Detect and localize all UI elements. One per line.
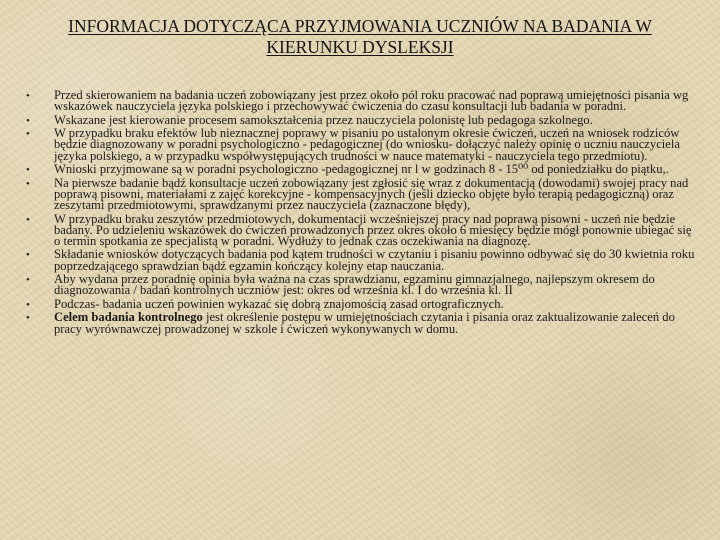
list-item [24,164,700,175]
list-item [24,175,700,213]
page-title: INFORMACJA DOTYCZĄCA PRZYJMOWANIA UCZNIÓW NA BADANIA W KIERUNKU DYSLEKSJI [68,16,652,57]
list-item-text: Przed skierowaniem na badania uczeń zobowiązany jest przez około pól roku pracować nad poprawą umiejętności pisania wg wskazówek nauczyciela języka polskiego i przechowywać ćwiczenia do czasu konsultacji lub badania w poradni. [54,88,689,114]
list-item-text: Aby wydana przez poradnię opinia była ważna na czas sprawdzianu, egzaminu gimnazjalnego, najlepszym okresem do diagnozowania / badań kontrolnych uczniów jest: okres od września kl. I do września kl. II [54,272,655,298]
list-item-text: Wnioski przyjmowane są w poradni psychologiczno -pedagogicznej nr l w godzinach 8 - 15⁰⁰ od poniedziałku do piątku,. [54,162,669,177]
list-item-text: W przypadku braku zeszytów przedmiotowych, dokumentacji wcześniejszej pracy nad poprawą pisowni - uczeń nie będzie badany. Po udzieleniu wskazówek do ćwiczeń prowadzonych przez okres około 6 miesięcy będzie mógł ponownie ubiegać się o termin spotkania ze specjalistą w poradni. Wydłuży to jednak czas oczekiwania na diagnozę. [54,211,692,248]
list-item [24,249,700,271]
list-item-text: W przypadku braku efektów lub nieznacznej poprawy w pisaniu po ustalonym okresie ćwiczeń, uczeń na wniosek rodziców będzie diagnozowany w poradni psychologiczno - pedagogicznej (do wniosku- dołączyć należy opinię o uczniu nauczyciela języka polskiego, a w przypadku współwystępujących trudności w nauce matematyki - nauczyciela tego przedmiotu). [54,126,680,163]
list-item [24,211,700,248]
list-item-lead: Celem badania kontrolnego [54,310,203,325]
list-item [24,274,700,296]
list-item-text: Na pierwsze badanie bądź konsultacje uczeń zobowiązany jest zgłosić się wraz z dokumentacją (dowodami) swojej pracy nad poprawą pisowni, materiałami z zajęć korekcyjne - kompensacyjnych (jeśli dziecko objęte było terapią pedagogiczną) oraz zeszytami przedmiotowymi, sprawdzanymi przez nauczyciela (zaznaczone błędy), [54,175,689,213]
list-item [24,296,700,311]
list-item-text: Składanie wniosków dotyczących badania pod kątem trudności w czytaniu i pisaniu powinno odbywać się do 30 kwietnia roku poprzedzającego sprawdzian bądź egzamin kończący kolejny etap nauczania. [54,247,695,273]
list-item [24,90,700,112]
list-item-text: Podczas- badania uczeń powinien wykazać się dobrą znajomością zasad ortograficznych. [54,296,504,311]
information-list [24,90,700,337]
list-item [24,112,700,127]
list-item-text: Wskazane jest kierowanie procesem samokształcenia przez nauczyciela polonistę lub pedagoga szkolnego. [54,112,593,127]
list-item [24,128,700,162]
list-item [24,312,700,334]
list-item-text: jest określenie postępu w umiejętnościach czytania i pisania oraz zaktualizowanie zaleceń do pracy wyrównawczej prowadzonej w szkole i ćwiczeń wykonywanych w domu. [54,310,675,336]
